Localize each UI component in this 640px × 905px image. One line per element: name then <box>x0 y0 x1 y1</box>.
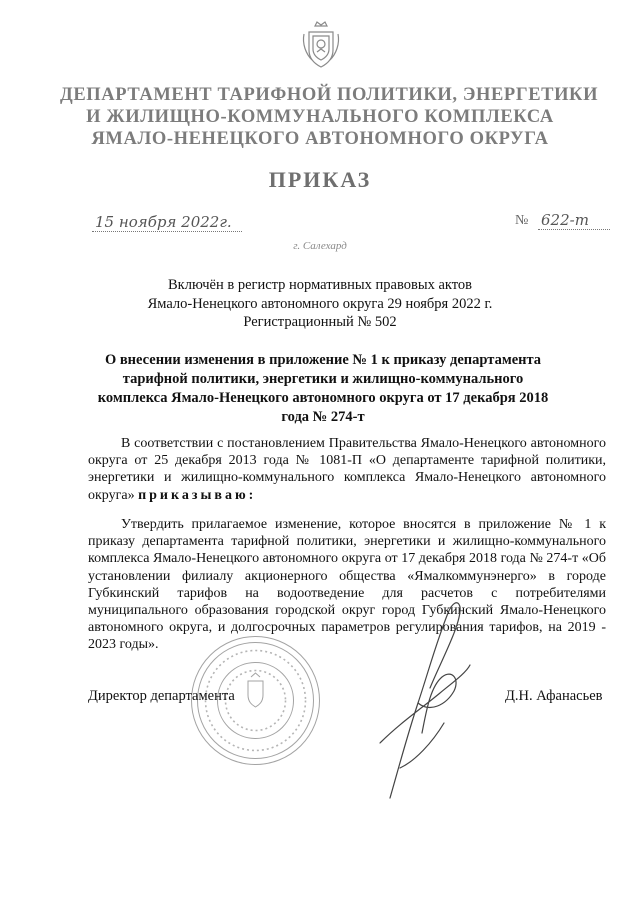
registration-line-3: Регистрационный № 502 <box>243 314 397 330</box>
coat-of-arms-icon <box>301 20 341 72</box>
registration-line-2: Ямало-Ненецкого автономного округа 29 ноября 2022 г. <box>147 295 493 312</box>
order-word: приказываю: <box>138 487 257 503</box>
department-line-2: И ЖИЛИЩНО-КОММУНАЛЬНОГО КОМПЛЕКСА <box>86 107 554 127</box>
date-underline <box>92 231 242 232</box>
order-paragraph: Утвердить прилагаемое изменение, которое вносятся в приложение № 1 к приказу департамента тарифной политики, энергетики и жилищно-коммунального комплекса Ямало-Ненецкого автономного округа от 17 декабря 2018 года № 274-т «Об установлении филиалу акционерного общества «Ямалкоммунэнерго» в городе Губкинский тарифов на водоотведение для расчетов с потребителями муниципального образования городской округ город Губкинский Ямало-Ненецкого автономного округа, и долгосрочных параметров регулирования тарифов, на 2019 - 2023 годы». <box>88 517 606 653</box>
signatory-name: Д.Н. Афанасьев <box>505 688 603 704</box>
registration-note <box>100 276 540 332</box>
document-date: 15 ноября 2022г. <box>95 213 232 231</box>
document-title: ПРИКАЗ <box>268 167 372 192</box>
preamble-text: В соответствии с постановлением Правительства Ямало-Ненецкого автономного округа от 25 декабря 2013 года № 1081-П «О департаменте тарифной политики, энергетики и жилищно-коммунального комплекса Ямало-Ненецкого автономного округа» <box>88 436 606 503</box>
signatory-position: Директор департамента <box>88 688 235 704</box>
registration-line-1: Включён в регистр нормативных правовых актов <box>168 277 472 293</box>
city: г. Салехард <box>293 240 347 252</box>
department-line-1: ДЕПАРТАМЕНТ ТАРИФНОЙ ПОЛИТИКИ, ЭНЕРГЕТИКИ <box>60 85 599 105</box>
department-name <box>60 84 599 150</box>
department-line-3: ЯМАЛО-НЕНЕЦКОГО АВТОНОМНОГО ОКРУГА <box>91 129 549 149</box>
handwritten-signature <box>370 593 480 808</box>
document-number: 622-т <box>541 211 589 229</box>
document-subject: О внесении изменения в приложение № 1 к приказу департамента тарифной политики, энергетики и жилищно-коммунального комплекса Ямало-Ненецкого автономного округа от 17 декабря 2018 года № 274-т <box>97 352 549 425</box>
number-label: № <box>515 213 529 228</box>
preamble-paragraph <box>88 435 606 504</box>
number-underline <box>538 229 610 230</box>
